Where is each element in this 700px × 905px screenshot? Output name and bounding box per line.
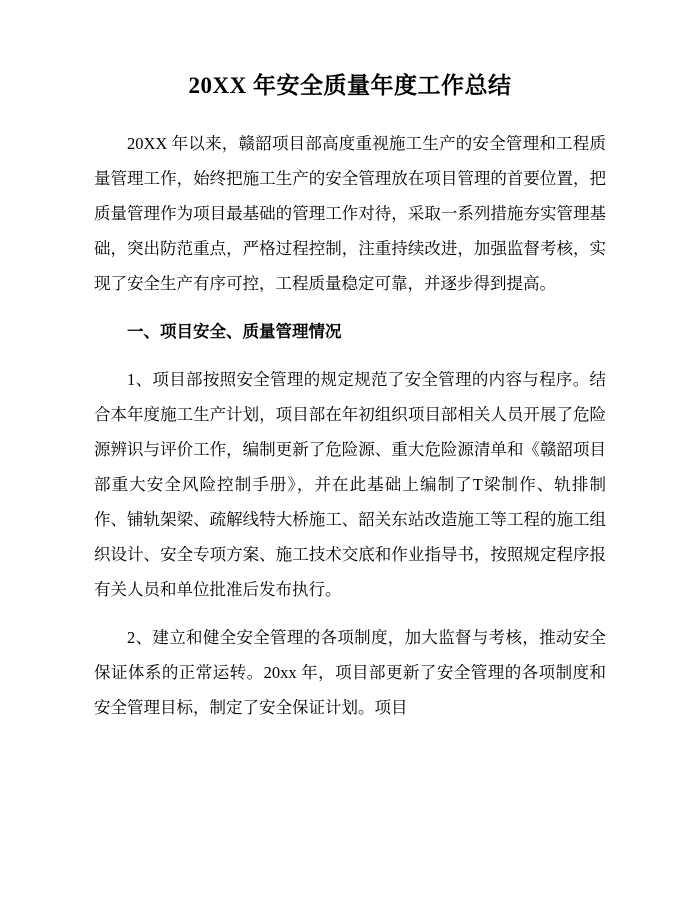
document-body (94, 126, 606, 725)
paragraph: 1、项目部按照安全管理的规定规范了安全管理的内容与程序。结合本年度施工生产计划，项目部在年初组织项目部相关人员开展了危险源辨识与评价工作，编制更新了危险源、重大危险源清单和《赣韶项目部重大安全风险控制手册》，并在此基础上编制了T梁制作、轨排制作、铺轨架梁、疏解线特大桥施工、韶关东站改造施工等工程的施工组织设计、安全专项方案、施工技术交底和作业指导书，按照规定程序报有关人员和单位批准后发布执行。 (94, 370, 606, 600)
paragraph: 2、建立和健全安全管理的各项制度，加大监督与考核，推动安全保证体系的正常运转。20xx 年，项目部更新了安全管理的各项制度和安全管理目标，制定了安全保证计划。项目 (94, 628, 606, 718)
section-heading: 一、项目安全、质量管理情况 (127, 322, 342, 342)
document-title: 20XX 年安全质量年度工作总结 (188, 73, 512, 98)
paragraph: 20XX 年以来，赣韶项目部高度重视施工生产的安全管理和工程质量管理工作，始终把施工生产的安全管理放在项目管理的首要位置，把质量管理作为项目最基础的管理工作对待，采取一系列措施夯实管理基础，突出防范重点，严格过程控制，注重持续改进，加强监督考核，实现了安全生产有序可控，工程质量稳定可靠，并逐步得到提高。 (94, 134, 606, 294)
